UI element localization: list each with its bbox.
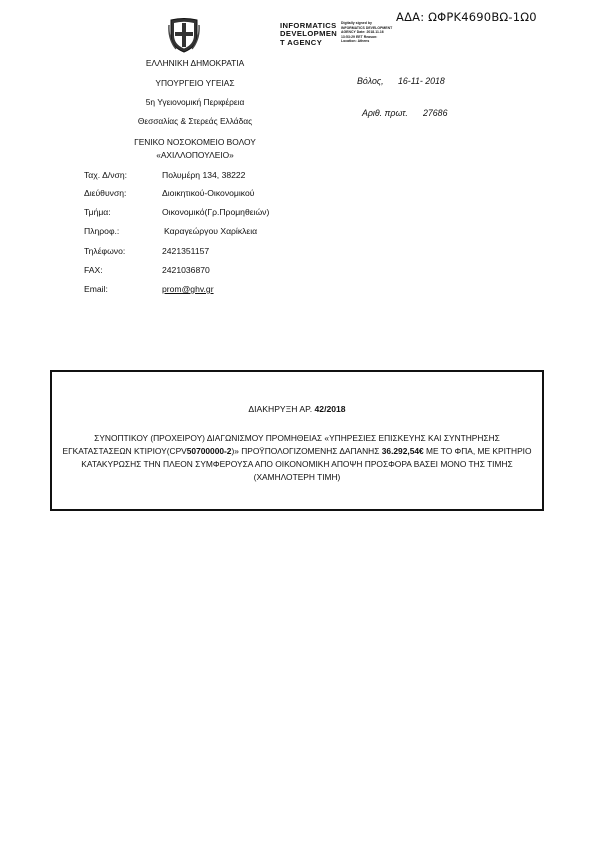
header-republic: ΕΛΛΗΝΙΚΗ ΔΗΜΟΚΡΑΤΙΑ bbox=[145, 58, 245, 68]
ada-code: ΑΔΑ: ΩΦΡΚ4690ΒΩ-1Ω0 bbox=[396, 10, 537, 24]
info-value: Καραγεώργου Χαρίκλεια bbox=[164, 226, 258, 236]
info-label: Τμήμα: bbox=[84, 207, 111, 217]
coat-of-arms-icon bbox=[168, 17, 200, 53]
seal-line: T AGENCY bbox=[280, 37, 323, 47]
header-region-line1: 5η Υγειονομική Περιφέρεια bbox=[145, 97, 245, 107]
header-hospital-line2: «ΑΧΙΛΛΟΠΟΥΛΕΙΟ» bbox=[156, 150, 234, 160]
info-label: Email: bbox=[84, 284, 108, 294]
header-region-line2: Θεσσαλίας & Στερεάς Ελλάδας bbox=[137, 116, 253, 126]
info-value: Διοικητικού-Οικονομικού bbox=[162, 188, 255, 198]
notice-title bbox=[52, 404, 542, 414]
info-value: Οικονομικό(Γρ.Προμηθειών) bbox=[162, 207, 270, 217]
notice-body-text: ΣΥΝΟΠΤΙΚΟΥ (ΠΡΟΧΕΙΡΟΥ) ΔΙΑΓΩΝΙΣΜΟΥ ΠΡΟΜΗΘΕΙΑΣ «ΥΠΗΡΕΣΙΕΣ ΕΠΙΣΚΕΥΗΣ ΚΑΙ ΣΥΝΤΗΡΗΣΗΣ ΕΓΚΑΤΑΣΤΑΣΕΩΝ ΚΤΙΡΙΟΥ(CPV bbox=[62, 433, 500, 456]
notice-body-text: )» ΠΡΟΫΠΟΛΟΓΙΖΟΜΕΝΗΣ ΔΑΠΑΝΗΣ bbox=[231, 446, 380, 456]
notice-title-prefix: ΔΙΑΚΗΡΥΞΗ ΑΡ. bbox=[248, 404, 313, 414]
seal-org-name bbox=[280, 22, 337, 47]
date-value: 16-11- 2018 bbox=[398, 76, 445, 86]
notice-body-text: ΜΕ ΤΟ ΦΠΑ, ΜΕ ΚΡΙΤΗΡΙΟ ΚΑΤΑΚΥΡΩΣΗΣ ΤΗΝ ΠΛΕΟΝ ΣΥΜΦΕΡΟΥΣΑ ΑΠΟ ΟΙΚΟΝΟΜΙΚΗ ΑΠΟΨΗ ΠΡΟΣΦΟΡΑ ΒΑΣΕΙ ΜΟΝΟ ΤΗΣ ΤΙΜΗΣ (ΧΑΜΗΛΟΤΕΡΗ ΤΙΜΗ) bbox=[81, 446, 532, 482]
seal-line: INFORMATICS bbox=[280, 21, 337, 30]
seal-fine-print: Digitally signed by INFORMATICS DEVELOPMENT AGENCY Date: 2018.11.16 13:53:29 EET Reason: Location: Athens bbox=[341, 21, 393, 44]
info-label: Διεύθυνση: bbox=[84, 188, 127, 198]
notice-box bbox=[50, 370, 544, 511]
info-label: FAX: bbox=[84, 265, 103, 275]
info-label: Τηλέφωνο: bbox=[84, 246, 126, 256]
info-value: 2421036870 bbox=[162, 265, 210, 275]
info-label: Πληροφ.: bbox=[84, 226, 120, 236]
notice-cpv-code: 50700000-2 bbox=[186, 446, 232, 456]
date-place: Βόλος, bbox=[357, 76, 384, 86]
notice-body bbox=[62, 432, 532, 484]
protocol-label: Αριθ. πρωτ. bbox=[362, 108, 408, 118]
header-hospital-line1: ΓΕΝΙΚΟ ΝΟΣΟΚΟΜΕΙΟ ΒΟΛΟΥ bbox=[134, 137, 256, 147]
email-link[interactable]: prom@ghv.gr bbox=[162, 284, 214, 294]
seal-line: DEVELOPMEN bbox=[280, 29, 338, 39]
info-value: 2421351157 bbox=[162, 246, 210, 256]
notice-amount: 36.292,54€ bbox=[381, 446, 424, 456]
info-value: Πολυμέρη 134, 38222 bbox=[162, 170, 246, 180]
protocol-number: 27686 bbox=[423, 108, 448, 118]
info-label: Ταχ. Δ/νση: bbox=[84, 170, 127, 180]
header-ministry: ΥΠΟΥΡΓΕΙΟ ΥΓΕΙΑΣ bbox=[155, 78, 235, 88]
notice-title-number: 42/2018 bbox=[314, 404, 346, 414]
